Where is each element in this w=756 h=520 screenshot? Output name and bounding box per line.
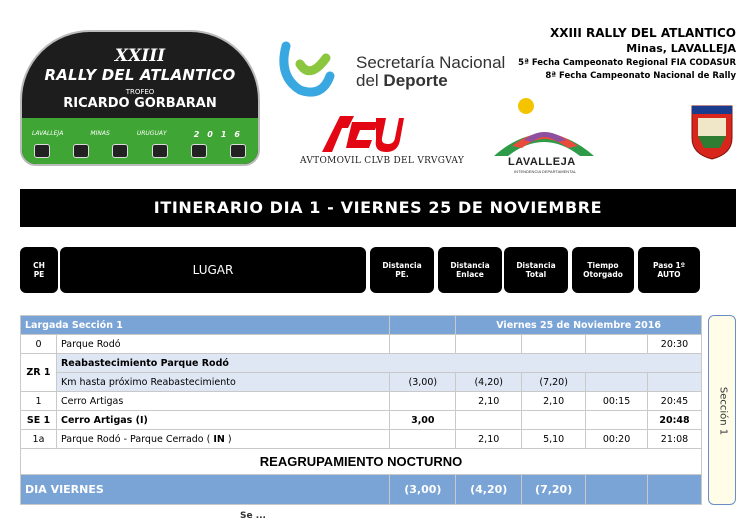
cell-paso: 21:08 <box>648 430 702 449</box>
cell-ch: SE 1 <box>21 411 57 430</box>
lavalleja-logo-icon <box>492 94 596 160</box>
seccion-side-box <box>708 315 736 505</box>
col-ch-line2: PE <box>33 270 45 279</box>
rally-logo-title: RALLY DEL ATLANTICO <box>44 66 236 84</box>
column-header-paso <box>638 247 700 293</box>
table-row-km <box>21 373 702 392</box>
total-label: DIA VIERNES <box>21 475 390 505</box>
col-label: AUTO <box>657 270 681 279</box>
band-place-uruguay: URUGUAY <box>136 130 167 137</box>
snd-line1: Secretaría Nacional <box>356 53 506 72</box>
cell-lugar: Parque Rodó <box>56 335 389 354</box>
acu-logo-icon <box>318 112 404 154</box>
sponsor-icon <box>34 144 50 158</box>
cell-tiempo: 00:15 <box>586 392 648 411</box>
table-row <box>21 392 702 411</box>
table-row <box>21 430 702 449</box>
table-row-reagrupamiento <box>21 449 702 475</box>
acu-subtitle: AVTOMOVIL CLVB DEL VRVGVAY <box>300 156 465 166</box>
total-dist-pe: (3,00) <box>390 475 456 505</box>
cell-dist-enlace: (4,20) <box>456 373 522 392</box>
cell-ch: 1a <box>21 430 57 449</box>
snd-line2-prefix: del <box>356 71 384 90</box>
col-label: Distancia <box>516 261 556 270</box>
total-dist-enlace: (4,20) <box>456 475 522 505</box>
table-row-day-total <box>21 475 702 505</box>
cell-paso: 20:45 <box>648 392 702 411</box>
cell-ch: ZR 1 <box>21 354 57 392</box>
event-title: XXIII RALLY DEL ATLANTICO <box>549 26 736 40</box>
itinerary-banner: ITINERARIO DIA 1 - VIERNES 25 DE NOVIEMBRE <box>20 189 736 227</box>
sponsor-icon-strip <box>34 144 246 158</box>
seccion-label: Sección 1 <box>717 386 729 436</box>
table-row-special-stage <box>21 411 702 430</box>
table-row <box>21 335 702 354</box>
secretaria-deporte-text <box>356 54 505 90</box>
department-crest-icon <box>690 104 734 160</box>
cell-lugar <box>56 430 389 449</box>
lugar-in-marker: IN <box>213 433 225 445</box>
table-row-section-start <box>21 316 702 335</box>
col-label: Distancia <box>382 261 422 270</box>
col-label: Enlace <box>456 270 484 279</box>
cell-dist-pe: (3,00) <box>390 373 456 392</box>
sponsor-icon <box>112 144 128 158</box>
lugar-text: ) <box>224 433 232 445</box>
cell-paso: 20:48 <box>648 411 702 430</box>
column-header-ch-pe <box>20 247 58 293</box>
col-label: Total <box>525 270 547 279</box>
table-row-zr <box>21 354 702 373</box>
col-label: PE. <box>395 270 409 279</box>
column-header-distancia-pe <box>370 247 434 293</box>
snd-line2-bold: Deporte <box>383 71 448 90</box>
lavalleja-sub: INTENDENCIA DEPARTAMENTAL <box>514 169 577 174</box>
column-header-tiempo <box>572 247 634 293</box>
col-label: Tiempo <box>587 261 619 270</box>
cell-lugar: Cerro Artigas <box>56 392 389 411</box>
event-championship-line2: 8ª Fecha Campeonato Nacional de Rally <box>545 71 736 81</box>
section-title: Largada Sección 1 <box>21 316 390 335</box>
cell-dist-total: 2,10 <box>522 392 586 411</box>
secretaria-deporte-logo-icon <box>276 36 336 100</box>
cell-dist-total: (7,20) <box>522 373 586 392</box>
rally-logo-trophy-name: RICARDO GORBARAN <box>63 96 217 111</box>
reagrupamiento-label: REAGRUPAMIENTO NOCTURNO <box>21 449 702 475</box>
cell-dist-pe: 3,00 <box>390 411 456 430</box>
sponsor-icon <box>152 144 168 158</box>
cell-lugar: Cerro Artigas (I) <box>56 411 389 430</box>
cell-lugar: Km hasta próximo Reabastecimiento <box>56 373 389 392</box>
event-place: Minas, LAVALLEJA <box>626 42 736 55</box>
cell-paso: 20:30 <box>648 335 702 354</box>
lavalleja-name: LAVALLEJA <box>508 156 576 168</box>
rally-del-atlantico-logo <box>20 30 260 166</box>
band-place-minas: MINAS <box>90 130 110 137</box>
col-ch-line1: CH <box>33 261 45 270</box>
cell-ch: 0 <box>21 335 57 354</box>
sponsor-icon <box>230 144 246 158</box>
sponsor-icon <box>73 144 89 158</box>
col-label: Otorgado <box>583 270 623 279</box>
lugar-text: Parque Rodó - Parque Cerrado ( <box>60 433 214 445</box>
cell-ch: 1 <box>21 392 57 411</box>
section-date: Viernes 25 de Noviembre 2016 <box>456 316 702 335</box>
cell-dist-enlace: 2,10 <box>456 430 522 449</box>
cell-tiempo: 00:20 <box>586 430 648 449</box>
rally-logo-trofeo: TROFEO <box>125 88 155 96</box>
col-label: Distancia <box>450 261 490 270</box>
column-header-distancia-total <box>504 247 568 293</box>
cell-dist-enlace: 2,10 <box>456 392 522 411</box>
column-header-distancia-enlace <box>438 247 502 293</box>
total-dist-total: (7,20) <box>522 475 586 505</box>
sponsor-icon <box>191 144 207 158</box>
col-label: Paso 1º <box>652 261 686 270</box>
band-place-lavalleja: LAVALLEJA <box>32 130 64 137</box>
event-info-block <box>518 26 736 81</box>
cell-dist-total: 5,10 <box>522 430 586 449</box>
rally-logo-green-band <box>22 118 258 166</box>
band-year: 2016 <box>193 130 248 139</box>
event-championship-line1: 5ª Fecha Campeonato Regional FIA CODASUR <box>518 58 736 68</box>
rally-logo-numeral: XXIII <box>114 46 166 66</box>
footnote-partial: Se ... <box>240 511 266 520</box>
column-header-lugar: LUGAR <box>60 247 366 293</box>
zr-title: Reabastecimiento Parque Rodó <box>56 354 701 373</box>
itinerary-table <box>20 315 702 505</box>
